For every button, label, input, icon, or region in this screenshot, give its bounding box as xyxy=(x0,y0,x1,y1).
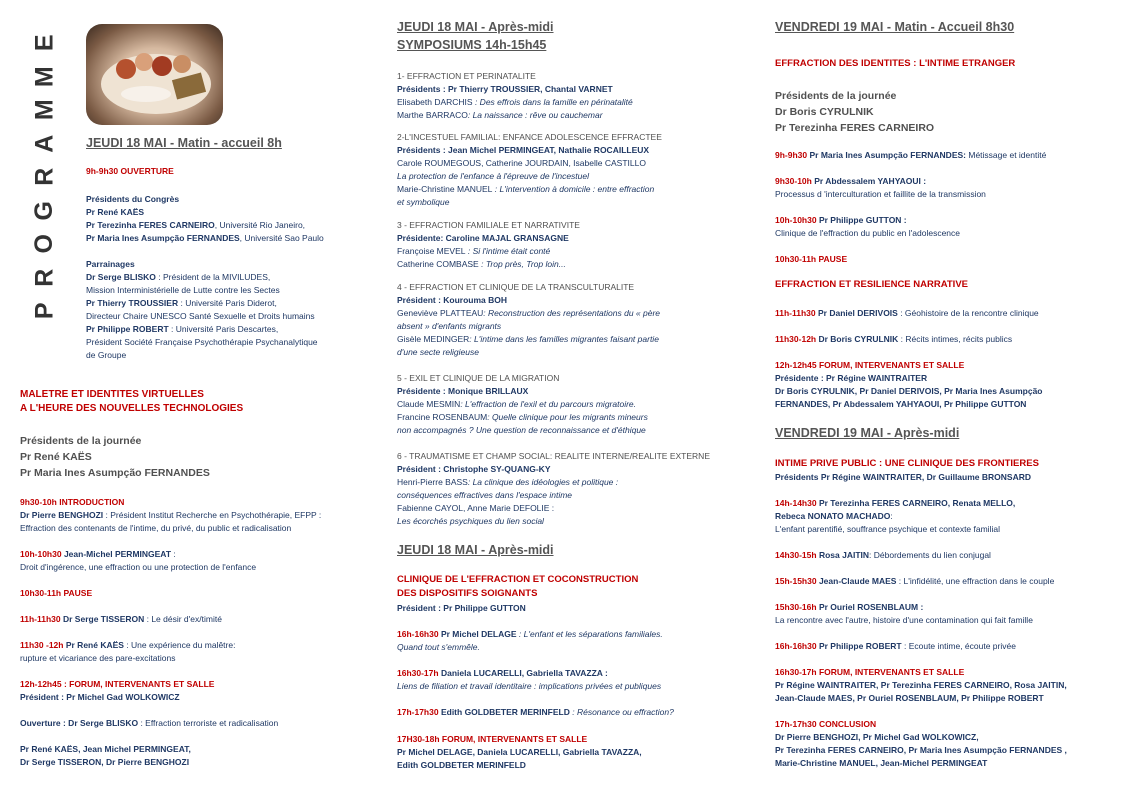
symposium-talk-title: conséquences effractives dans l'espace intime xyxy=(397,490,573,500)
session-desc: Processus d 'interculturation et faillite de la transmission xyxy=(775,189,986,199)
session-entry: 17h-17h30 Edith GOLDBETER MERINFELD : Résonance ou effraction? xyxy=(397,707,674,717)
day-president: Pr Maria Ines Asumpção FERNANDES xyxy=(20,467,210,479)
symposium-title: 2-L'INCESTUEL FAMILIAL: ENFANCE ADOLESCENCE EFFRACTEE xyxy=(397,132,662,142)
forum-speakers: Pr Michel DELAGE, Daniela LUCARELLI, Gabriella TAVAZZA, xyxy=(397,747,642,757)
session-entry: 14h-14h30 Pr Terezinha FERES CARNEIRO, Renata MELLO, xyxy=(775,498,1016,508)
programme-letter: R xyxy=(30,268,59,287)
session-entry: 11h30 -12h Pr René KAËS : Une expérience du malêtre: xyxy=(20,640,236,650)
forum-title: 16h30-17h FORUM, INTERVENANTS ET SALLE xyxy=(775,667,965,677)
forum-title: 17H30-18h FORUM, INTERVENANTS ET SALLE xyxy=(397,734,588,744)
symposium-title: 4 - EFFRACTION ET CLINIQUE DE LA TRANSCULTURALITE xyxy=(397,282,635,292)
forum-president: Présidente : Pr Régine WAINTRAITER xyxy=(775,373,928,383)
symposium-presidents: Présidents : Jean Michel PERMINGEAT, Nathalie ROCAILLEUX xyxy=(397,145,650,155)
symposium-talk-title: absent » d'enfants migrants xyxy=(397,321,502,331)
day-president: Dr Boris CYRULNIK xyxy=(775,106,874,118)
parrain-entry: Pr Philippe ROBERT : Université Paris Descartes, xyxy=(86,324,279,334)
congress-president: Pr Terezinha FERES CARNEIRO, Université Rio Janeiro, xyxy=(86,220,306,230)
theme-title-line2: DES DISPOSITIFS SOIGNANTS xyxy=(397,588,538,599)
forum-title: 12h-12h45 : FORUM, INTERVENANTS ET SALLE xyxy=(20,679,215,689)
theme-title: INTIME PRIVE PUBLIC : UNE CLINIQUE DES FRONTIERES xyxy=(775,458,1039,469)
symposium-presidents: Présidents : Pr Thierry TROUSSIER, Chantal VARNET xyxy=(397,84,613,94)
session-desc: Quand tout s'emmêle. xyxy=(397,642,480,652)
programme-letter: G xyxy=(30,200,59,220)
session-entry: 15h-15h30 Jean-Claude MAES : L'infidélité, une effraction dans le couple xyxy=(775,576,1055,586)
session-entry: 16h-16h30 Pr Philippe ROBERT : Ecoute intime, écoute privée xyxy=(775,641,1016,651)
parrain-desc: Mission Interministérielle de Lutte contre les Sectes xyxy=(86,285,280,295)
symposium-presidents: Président : Christophe SY-QUANG-KY xyxy=(397,464,551,474)
symposium-talk: Francine ROSENBAUM: Quelle clinique pour les migrants mineurs xyxy=(397,412,648,422)
symposium-talk-title: Les écorchés psychiques du lien social xyxy=(397,516,544,526)
symposium-talk: Geneviève PLATTEAU: Reconstruction des représentations du « père xyxy=(397,308,661,318)
conclusion-title: 17h-17h30 CONCLUSION xyxy=(775,719,877,729)
theme-presidents: Présidents Pr Régine WAINTRAITER, Dr Guillaume BRONSARD xyxy=(775,472,1031,482)
symposium-talk: Claude MESMIN: L'effraction de l'exil et du parcours migratoire. xyxy=(397,399,637,409)
parrain-desc: Directeur Chaire UNESCO Santé Sexuelle et Droits humains xyxy=(86,311,315,321)
forum-speakers: Pr Régine WAINTRAITER, Pr Terezinha FERES CARNEIRO, Rosa JAITIN, xyxy=(775,680,1067,690)
theme-president: Président : Pr Philippe GUTTON xyxy=(397,603,526,613)
session-entry: 11h-11h30 Pr Daniel DERIVOIS : Géohistoire de la rencontre clinique xyxy=(775,308,1039,318)
session-entry: 10h-10h30 Jean-Michel PERMINGEAT : xyxy=(20,549,176,559)
congress-president: Pr René KAËS xyxy=(86,207,145,217)
congress-president: Pr Maria Ines Asumpção FERNANDES, Université Sao Paulo xyxy=(86,233,324,243)
session-entry: 10h-10h30 Pr Philippe GUTTON : xyxy=(775,215,907,225)
forum-speakers: Dr Boris CYRULNIK, Pr Daniel DERIVOIS, Pr Maria Ines Asumpção xyxy=(775,386,1043,396)
symposium-talk-title: d'une secte religieuse xyxy=(397,347,479,357)
pause-time: 10h30-11h PAUSE xyxy=(20,588,93,598)
symposium-talk: Elisabeth DARCHIS : Des effrois dans la famille en périnatalité xyxy=(397,97,633,107)
session-entry-cont: Rebeca NONATO MACHADO: xyxy=(775,511,893,521)
day-heading-thursday-morning: JEUDI 18 MAI - Matin - accueil 8h xyxy=(86,136,282,150)
symposium-title: 1- EFFRACTION ET PERINATALITE xyxy=(397,71,536,81)
session-entry: 15h30-16h Pr Ouriel ROSENBLAUM : xyxy=(775,602,924,612)
final-speakers-line1: Pr René KAËS, Jean Michel PERMINGEAT, xyxy=(20,744,191,754)
session-desc: rupture et vicariance des pare-excitations xyxy=(20,653,176,663)
congress-presidents-label: Présidents du Congrès xyxy=(86,194,180,204)
photo-figures-icon xyxy=(86,24,223,125)
session-desc: Droit d'ingérence, une effraction ou une protection de l'enfance xyxy=(20,562,257,572)
symposium-presidents: Présidente : Monique BRILLAUX xyxy=(397,386,529,396)
day-presidents-label: Présidents de la journée xyxy=(20,435,142,447)
programme-vertical-title xyxy=(30,26,60,328)
symposium-talk: Catherine COMBASE : Trop près, Trop loin... xyxy=(397,259,566,269)
symposium-speakers: Carole ROUMEGOUS, Catherine JOURDAIN, Isabelle CASTILLO xyxy=(397,158,646,168)
session-desc: La rencontre avec l'autre, histoire d'une contamination qui fait famille xyxy=(775,615,1033,625)
theme-title-line1: CLINIQUE DE L'EFFRACTION ET COCONSTRUCTION xyxy=(397,574,639,585)
symposium-presidents: Président : Kourouma BOH xyxy=(397,295,508,305)
day-president: Pr Terezinha FERES CARNEIRO xyxy=(775,122,935,134)
theme-title-line1: MALETRE ET IDENTITES VIRTUELLES xyxy=(20,389,204,400)
symposium-talk: Gisèle MEDINGER: L'intime dans les familles migrantes faisant partie xyxy=(397,334,659,344)
day-heading-thursday-afternoon: JEUDI 18 MAI - Après-midi xyxy=(397,20,554,34)
theme-title-line2: A L'HEURE DES NOUVELLES TECHNOLOGIES xyxy=(20,403,244,414)
pause-time: 10h30-11h PAUSE xyxy=(775,254,848,264)
session-entry: 9h-9h30 Pr Maria Ines Asumpção FERNANDES: Métissage et identité xyxy=(775,150,1047,160)
session-desc: Clinique de l'effraction du public en l'adolescence xyxy=(775,228,961,238)
illustration-photo xyxy=(86,24,223,125)
introduction-desc: Effraction des contenants de l'intime, du privé, du public et radicalisation xyxy=(20,523,292,533)
forum-speakers: Jean-Claude MAES, Pr Ouriel ROSENBLAUM, Pr Philippe ROBERT xyxy=(775,693,1044,703)
opening-time: 9h-9h30 OUVERTURE xyxy=(86,166,174,176)
session-entry: 14h30-15h Rosa JAITIN: Débordements du lien conjugal xyxy=(775,550,991,560)
session-entry: 11h30-12h Dr Boris CYRULNIK : Récits intimes, récits publics xyxy=(775,334,1013,344)
session-entry: 16h30-17h Daniela LUCARELLI, Gabriella TAVAZZA : xyxy=(397,668,608,678)
session-entry: 9h30-10h Pr Abdessalem YAHYAOUI : xyxy=(775,176,927,186)
conclusion-speakers: Dr Pierre BENGHOZI, Pr Michel Gad WOLKOWICZ, xyxy=(775,732,979,742)
day-president: Pr René KAËS xyxy=(20,451,92,463)
symposiums-heading: SYMPOSIUMS 14h-15h45 xyxy=(397,38,547,52)
day-heading-friday-morning: VENDREDI 19 MAI - Matin - Accueil 8h30 xyxy=(775,20,1015,34)
parrain-desc: Président Société Française Psychothérapie Psychanalytique xyxy=(86,337,318,347)
symposium-presidents: Présidente: Caroline MAJAL GRANSAGNE xyxy=(397,233,569,243)
programme-letter: P xyxy=(30,302,59,320)
day-heading-friday-afternoon: VENDREDI 19 MAI - Après-midi xyxy=(775,426,960,440)
symposium-talk-title: et symbolique xyxy=(397,197,450,207)
introduction-time: 9h30-10h INTRODUCTION xyxy=(20,497,125,507)
parrain-entry: Dr Serge BLISKO : Président de la MIVILUDES, xyxy=(86,272,271,282)
symposium-talk: Marie-Christine MANUEL : L'intervention à domicile : entre effraction xyxy=(397,184,655,194)
programme-letter: M xyxy=(30,99,59,121)
programme-letter: M xyxy=(30,65,59,87)
parrain-entry: Pr Thierry TROUSSIER : Université Paris Diderot, xyxy=(86,298,277,308)
symposium-title: 6 - TRAUMATISME ET CHAMP SOCIAL: REALITE INTERNE/REALITE EXTERNE xyxy=(397,451,710,461)
session-desc: Liens de filiation et travail identitaire : implications privées et publiques xyxy=(397,681,662,691)
symposium-talk-title: non accompagnés ? Une question de reconnaissance et d'éthique xyxy=(397,425,646,435)
introduction-speaker: Dr Pierre BENGHOZI : Président Institut Recherche en Psychothérapie, EFPP : xyxy=(20,510,322,520)
day-presidents-label: Présidents de la journée xyxy=(775,90,897,102)
day-heading-thursday-afternoon-2: JEUDI 18 MAI - Après-midi xyxy=(397,543,554,557)
symposium-title: 5 - EXIL ET CLINIQUE DE LA MIGRATION xyxy=(397,373,560,383)
ouverture-entry: Ouverture : Dr Serge BLISKO : Effraction terroriste et radicalisation xyxy=(20,718,279,728)
symposium-talk: Marthe BARRACO: La naissance : rêve ou cauchemar xyxy=(397,110,603,120)
forum-title: 12h-12h45 FORUM, INTERVENANTS ET SALLE xyxy=(775,360,965,370)
parrainages-label: Parrainages xyxy=(86,259,135,269)
symposium-talk-title: La protection de l'enfance à l'épreuve de l'incestuel xyxy=(397,171,589,181)
conclusion-speakers: Marie-Christine MANUEL, Jean-Michel PERMINGEAT xyxy=(775,758,988,768)
programme-letter: A xyxy=(30,134,59,153)
final-speakers-line2: Dr Serge TISSERON, Dr Pierre BENGHOZI xyxy=(20,757,190,767)
programme-letter: R xyxy=(30,167,59,186)
forum-president: Président : Pr Michel Gad WOLKOWICZ xyxy=(20,692,180,702)
conclusion-speakers: Pr Terezinha FERES CARNEIRO, Pr Maria Ines Asumpção FERNANDES , xyxy=(775,745,1067,755)
parrain-desc: de Groupe xyxy=(86,350,127,360)
session-entry: 16h-16h30 Pr Michel DELAGE : L'enfant et les séparations familiales. xyxy=(397,629,663,639)
theme-title: EFFRACTION DES IDENTITES : L'INTIME ETRANGER xyxy=(775,58,1016,69)
theme-title: EFFRACTION ET RESILIENCE NARRATIVE xyxy=(775,279,968,290)
session-entry: 11h-11h30 Dr Serge TISSERON : Le désir d'ex/timité xyxy=(20,614,222,624)
programme-letter: E xyxy=(30,34,59,52)
symposium-speakers: Fabienne CAYOL, Anne Marie DEFOLIE : xyxy=(397,503,555,513)
forum-speakers: FERNANDES, Pr Abdessalem YAHYAOUI, Pr Philippe GUTTON xyxy=(775,399,1027,409)
symposium-talk: Françoise MEVEL : Si l'intime était conté xyxy=(397,246,551,256)
symposium-talk: Henri-Pierre BASS: La clinique des idéologies et politique : xyxy=(397,477,619,487)
forum-speakers: Edith GOLDBETER MERINFELD xyxy=(397,760,526,770)
symposium-title: 3 - EFFRACTION FAMILIALE ET NARRATIVITE xyxy=(397,220,580,230)
session-desc: L'enfant parentifié, souffrance psychique et contexte familial xyxy=(775,524,1000,534)
programme-letter: O xyxy=(30,234,59,254)
